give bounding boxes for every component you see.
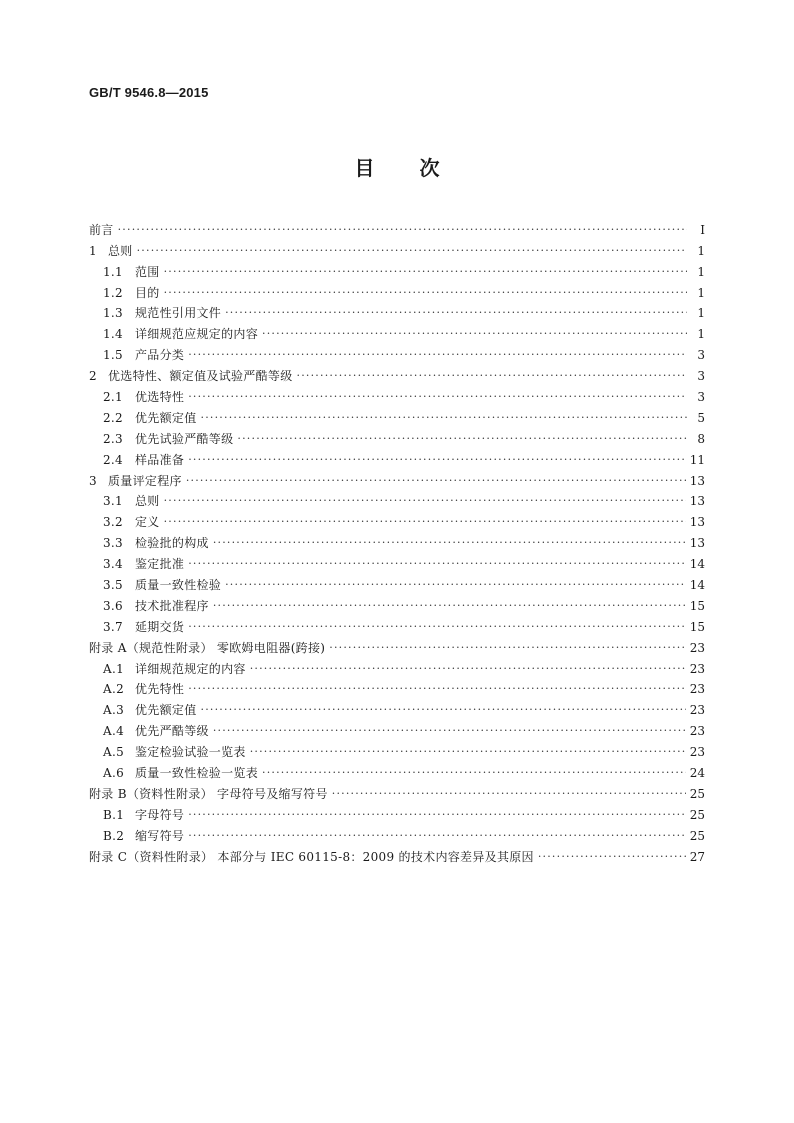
toc-entry-label — [103, 745, 246, 759]
toc-entry-title: 质量一致性检验 — [135, 578, 222, 593]
toc-leader-dots — [164, 515, 686, 529]
toc-chapter-entry[interactable] — [89, 362, 705, 383]
toc-entry-title: 优先额定值 — [135, 410, 197, 425]
toc-section-entry[interactable] — [89, 613, 705, 634]
toc-entry-label — [103, 682, 184, 696]
toc-section-entry[interactable] — [89, 717, 705, 738]
toc-leader-dots — [213, 724, 686, 738]
toc-leader-dots — [164, 265, 687, 279]
toc-section-entry[interactable] — [89, 529, 705, 550]
toc-section-entry[interactable] — [89, 508, 705, 529]
toc-entry-number: 2 — [89, 369, 97, 384]
toc-entry-number: A.4 — [103, 724, 125, 739]
toc-entry-label — [103, 829, 184, 843]
toc-entry-title: 优选特性、额定值及试验严酷等级 — [108, 369, 293, 384]
toc-entry-page: 15 — [689, 619, 705, 634]
toc-entry-number: A.2 — [103, 682, 125, 697]
toc-entry-title: 鉴定批准 — [135, 557, 185, 572]
toc-entry-number: A.6 — [103, 766, 125, 781]
toc-entry-title: 总则 — [108, 243, 133, 258]
toc-section-entry[interactable] — [89, 258, 705, 279]
toc-entry-page: 11 — [689, 452, 705, 467]
toc-leader-dots — [188, 829, 686, 843]
toc-entry-page: 25 — [689, 807, 705, 822]
toc-section-entry[interactable] — [89, 404, 705, 425]
toc-entry-number: 1.5 — [103, 348, 123, 363]
toc-entry-label — [103, 306, 221, 320]
toc-entry-title: 总则 — [135, 494, 160, 509]
toc-entry-number: 1.1 — [103, 264, 123, 279]
toc-entry-label — [89, 369, 293, 383]
toc-leader-dots — [225, 578, 686, 592]
toc-section-entry[interactable] — [89, 446, 705, 467]
toc-leader-dots — [188, 557, 686, 571]
toc-entry-label — [89, 474, 182, 488]
toc-entry-title: 技术批准程序 — [135, 598, 209, 613]
toc-entry-title: 延期交货 — [135, 619, 185, 634]
toc-entry-title: 定义 — [135, 515, 160, 530]
toc-entry-number: B.1 — [103, 807, 125, 822]
toc-entry-title: 检验批的构成 — [135, 536, 209, 551]
toc-section-entry[interactable] — [89, 655, 705, 676]
toc-entry-label — [103, 703, 197, 717]
toc-entry-page: 3 — [697, 369, 705, 384]
toc-entry-label — [103, 327, 258, 341]
toc-leader-dots — [213, 536, 686, 550]
toc-entry-page: 23 — [689, 703, 705, 718]
toc-leader-dots — [137, 244, 687, 258]
toc-entry-label — [103, 453, 184, 467]
toc-entry-label — [103, 662, 246, 676]
toc-leader-dots — [538, 850, 686, 864]
toc-entry-label — [89, 641, 325, 655]
toc-leader-dots — [262, 766, 686, 780]
toc-entry-label — [103, 599, 209, 613]
toc-entry-page: 25 — [689, 786, 705, 801]
toc-entry-title: 附录 B（资料性附录） 字母符号及缩写符号 — [89, 786, 328, 801]
toc-entry-number: 3.4 — [103, 557, 123, 572]
toc-entry-number: 3.6 — [103, 598, 123, 613]
toc-entry-page: 13 — [689, 473, 705, 488]
toc-leader-dots — [225, 306, 687, 320]
toc-entry-label — [103, 286, 160, 300]
toc-chapter-entry[interactable] — [89, 634, 705, 655]
toc-entry-label — [89, 787, 328, 801]
toc-entry-number: 3.7 — [103, 619, 123, 634]
toc-entry-page: 3 — [697, 390, 705, 405]
toc-entry-number: 3 — [89, 473, 97, 488]
toc-entry-label — [103, 494, 160, 508]
toc-entry-label — [103, 557, 184, 571]
toc-entry-page: 13 — [689, 536, 705, 551]
toc-entry-number: 3.1 — [103, 494, 123, 509]
toc-section-entry[interactable] — [89, 383, 705, 404]
toc-entry-label — [103, 808, 184, 822]
toc-section-entry[interactable] — [89, 676, 705, 697]
toc-entry-label — [103, 515, 160, 529]
toc-chapter-entry[interactable] — [89, 216, 705, 237]
toc-leader-dots — [188, 390, 687, 404]
toc-entry-label — [103, 265, 160, 279]
toc-chapter-entry[interactable] — [89, 467, 705, 488]
toc-entry-title: 优先试验严酷等级 — [135, 431, 234, 446]
toc-section-entry[interactable] — [89, 759, 705, 780]
toc-leader-dots — [329, 641, 685, 655]
toc-entry-title: 优选特性 — [135, 390, 185, 405]
toc-section-entry[interactable] — [89, 425, 705, 446]
toc-leader-dots — [188, 808, 686, 822]
toc-entry-page: 23 — [689, 661, 705, 676]
toc-section-entry[interactable] — [89, 571, 705, 592]
toc-section-entry[interactable] — [89, 738, 705, 759]
toc-leader-dots — [164, 286, 687, 300]
toc-entry-label — [103, 432, 233, 446]
toc-entry-number: A.5 — [103, 745, 125, 760]
toc-entry-number: A.3 — [103, 703, 125, 718]
toc-entry-title: 缩写符号 — [135, 828, 185, 843]
toc-entry-label — [103, 536, 209, 550]
toc-entry-title: 优先额定值 — [135, 703, 197, 718]
toc-entry-page: 23 — [689, 724, 705, 739]
toc-entry-title: 前言 — [89, 222, 114, 237]
document-number: GB/T 9546.8—2015 — [89, 85, 209, 100]
toc-leader-dots — [237, 432, 687, 446]
toc-entry-label — [103, 620, 184, 634]
toc-leader-dots — [188, 348, 687, 362]
toc-entry-title: 目的 — [135, 285, 160, 300]
toc-entry-number: 2.3 — [103, 431, 123, 446]
toc-section-entry[interactable] — [89, 592, 705, 613]
toc-section-entry[interactable] — [89, 488, 705, 509]
toc-entry-title: 规范性引用文件 — [135, 306, 222, 321]
toc-entry-page: 14 — [689, 557, 705, 572]
toc-entry-number: B.2 — [103, 828, 125, 843]
toc-entry-number: 1.4 — [103, 327, 123, 342]
toc-chapter-entry[interactable] — [89, 780, 705, 801]
toc-section-entry[interactable] — [89, 320, 705, 341]
toc-entry-label — [103, 348, 184, 362]
toc-entry-page: 13 — [689, 494, 705, 509]
toc-leader-dots — [188, 453, 686, 467]
toc-entry-page: 3 — [697, 348, 705, 363]
toc-entry-label — [89, 223, 114, 237]
toc-chapter-entry[interactable] — [89, 843, 705, 864]
toc-entry-number: 1 — [89, 243, 97, 258]
toc-entry-label — [89, 244, 133, 258]
table-of-contents — [89, 216, 705, 864]
toc-entry-page: 1 — [697, 243, 705, 258]
toc-entry-title: 附录 C（资料性附录） 本部分与 IEC 60115-8：2009 的技术内容差异及其原因 — [89, 849, 534, 864]
toc-entry-number: A.1 — [103, 661, 125, 676]
toc-entry-page: 1 — [697, 327, 705, 342]
toc-leader-dots — [201, 703, 686, 717]
toc-entry-page: 14 — [689, 578, 705, 593]
toc-entry-title: 鉴定检验试验一览表 — [135, 745, 246, 760]
toc-leader-dots — [118, 223, 687, 237]
toc-entry-label — [103, 766, 258, 780]
toc-entry-page: 1 — [697, 306, 705, 321]
toc-entry-title: 质量一致性检验一览表 — [135, 766, 259, 781]
toc-entry-page: 23 — [689, 682, 705, 697]
toc-leader-dots — [262, 327, 687, 341]
toc-entry-page: 23 — [689, 745, 705, 760]
toc-entry-title: 优先严酷等级 — [135, 724, 209, 739]
toc-entry-label — [89, 850, 534, 864]
toc-section-entry[interactable] — [89, 550, 705, 571]
toc-leader-dots — [250, 745, 686, 759]
toc-entry-page: 8 — [697, 431, 705, 446]
toc-leader-dots — [188, 620, 686, 634]
toc-entry-page: 1 — [697, 264, 705, 279]
toc-leader-dots — [186, 474, 686, 488]
toc-chapter-entry[interactable] — [89, 237, 705, 258]
toc-leader-dots — [201, 411, 687, 425]
toc-entry-title: 样品准备 — [135, 452, 185, 467]
toc-section-entry[interactable] — [89, 341, 705, 362]
toc-entry-title: 范围 — [135, 264, 160, 279]
toc-section-entry[interactable] — [89, 279, 705, 300]
toc-entry-page: 5 — [697, 410, 705, 425]
toc-entry-label — [103, 390, 184, 404]
toc-section-entry[interactable] — [89, 300, 705, 321]
toc-entry-title: 字母符号 — [135, 807, 185, 822]
toc-entry-number: 3.5 — [103, 578, 123, 593]
toc-leader-dots — [213, 599, 686, 613]
toc-entry-number: 1.3 — [103, 306, 123, 321]
toc-entry-page: 15 — [689, 598, 705, 613]
toc-entry-page: 13 — [689, 515, 705, 530]
toc-entry-page: 23 — [689, 640, 705, 655]
toc-entry-page: 25 — [689, 828, 705, 843]
toc-leader-dots — [332, 787, 686, 801]
toc-section-entry[interactable] — [89, 696, 705, 717]
toc-entry-number: 3.3 — [103, 536, 123, 551]
toc-entry-page: 24 — [689, 766, 705, 781]
toc-entry-number: 2.1 — [103, 390, 123, 405]
toc-entry-title: 质量评定程序 — [108, 473, 182, 488]
toc-entry-page: 27 — [689, 849, 705, 864]
toc-entry-title: 产品分类 — [135, 348, 185, 363]
toc-entry-number: 1.2 — [103, 285, 123, 300]
toc-entry-title: 详细规范应规定的内容 — [135, 327, 259, 342]
toc-section-entry[interactable] — [89, 801, 705, 822]
toc-entry-number: 2.2 — [103, 410, 123, 425]
toc-entry-title: 详细规范规定的内容 — [135, 661, 246, 676]
toc-leader-dots — [297, 369, 687, 383]
toc-entry-title: 优先特性 — [135, 682, 185, 697]
toc-section-entry[interactable] — [89, 822, 705, 843]
toc-entry-page: 1 — [697, 285, 705, 300]
toc-leader-dots — [188, 682, 686, 696]
page-title: 目 次 — [354, 156, 440, 180]
toc-entry-title: 附录 A（规范性附录） 零欧姆电阻器(跨接) — [89, 640, 326, 655]
toc-entry-page: Ⅰ — [700, 222, 705, 237]
toc-entry-label — [103, 724, 209, 738]
toc-entry-label — [103, 411, 197, 425]
toc-entry-number: 2.4 — [103, 452, 123, 467]
toc-entry-number: 3.2 — [103, 515, 123, 530]
toc-leader-dots — [164, 494, 686, 508]
toc-leader-dots — [250, 662, 686, 676]
toc-entry-label — [103, 578, 221, 592]
